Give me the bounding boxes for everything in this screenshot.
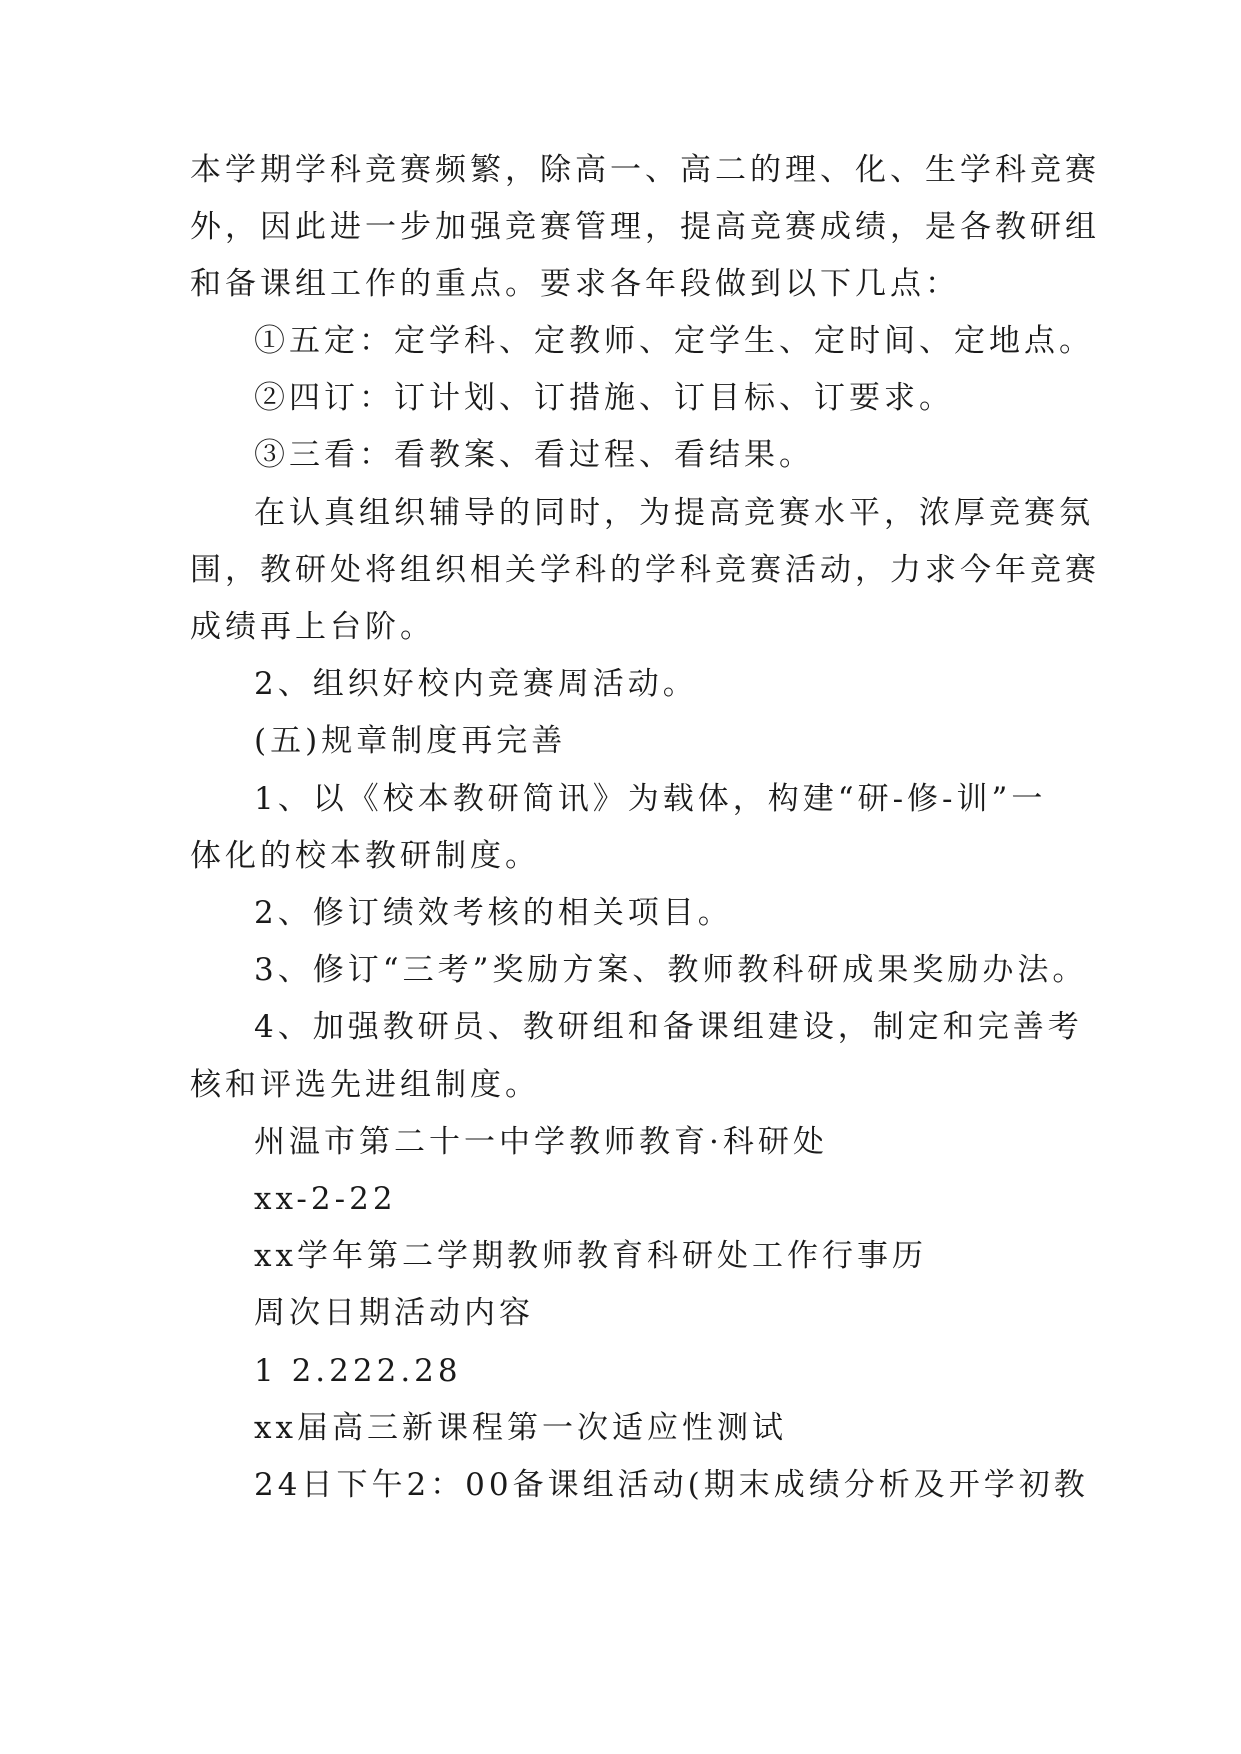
- list-item: ③三看：看教案、看过程、看结果。: [254, 437, 814, 473]
- paragraph-line: 在认真组织辅导的同时，为提高竞赛水平，浓厚竞赛氛: [254, 495, 1094, 531]
- calendar-title: xx学年第二学期教师教育科研处工作行事历: [254, 1238, 927, 1274]
- list-item: ①五定：定学科、定教师、定学生、定时间、定地点。: [254, 323, 1094, 359]
- paragraph-line: 外，因此进一步加强竞赛管理，提高竞赛成绩，是各教研组: [190, 209, 1100, 245]
- paragraph-line: 体化的校本教研制度。: [190, 838, 540, 874]
- section-heading: (五)规章制度再完善: [254, 723, 567, 759]
- calendar-row: 24日下午2：00备课组活动(期末成绩分析及开学初教: [254, 1467, 1089, 1503]
- paragraph-line: 3、修订“三考”奖励方案、教师教科研成果奖励办法。: [254, 952, 1088, 988]
- paragraph-line: 和备课组工作的重点。要求各年段做到以下几点：: [190, 266, 960, 302]
- calendar-header: 周次日期活动内容: [254, 1295, 534, 1331]
- paragraph-line: 2、组织好校内竞赛周活动。: [254, 666, 698, 702]
- signature-org: 州温市第二十一中学教师教育·科研处: [254, 1124, 828, 1160]
- calendar-row: 1 2.222.28: [254, 1353, 462, 1389]
- paragraph-line: 1、以《校本教研简讯》为载体，构建“研-修-训”一: [254, 781, 1047, 817]
- paragraph-line: 本学期学科竞赛频繁，除高一、高二的理、化、生学科竞赛: [190, 152, 1100, 188]
- paragraph-line: 核和评选先进组制度。: [190, 1067, 540, 1103]
- paragraph-line: 4、加强教研员、教研组和备课组建设，制定和完善考: [254, 1009, 1083, 1045]
- signature-date: xx-2-22: [254, 1181, 397, 1217]
- paragraph-line: 2、修订绩效考核的相关项目。: [254, 895, 733, 931]
- list-item: ②四订：订计划、订措施、订目标、订要求。: [254, 380, 954, 416]
- paragraph-line: 围，教研处将组织相关学科的学科竞赛活动，力求今年竞赛: [190, 552, 1100, 588]
- paragraph-line: 成绩再上台阶。: [190, 609, 435, 645]
- calendar-row: xx届高三新课程第一次适应性测试: [254, 1410, 787, 1446]
